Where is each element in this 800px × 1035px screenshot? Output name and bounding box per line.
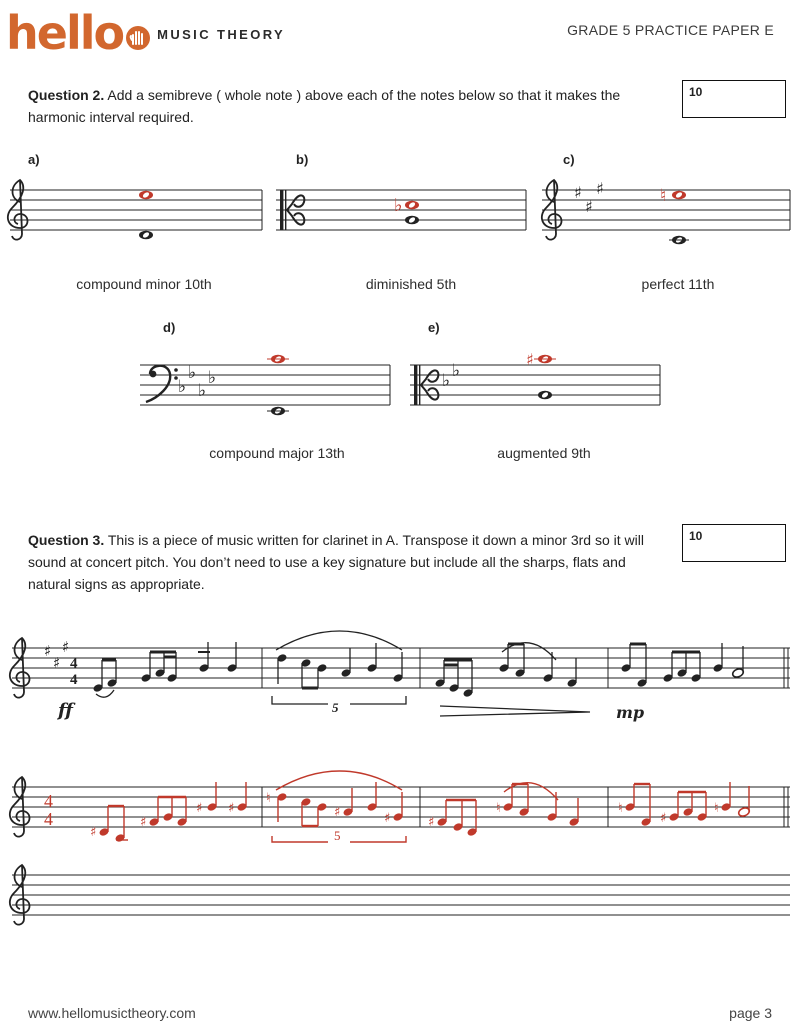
given-note-a bbox=[139, 231, 153, 240]
svg-text:♮: ♮ bbox=[266, 791, 271, 806]
time-signature-top: 4 bbox=[70, 656, 78, 672]
page-number: page 3 bbox=[729, 1005, 772, 1021]
sharp-icon: ♯ bbox=[53, 654, 61, 672]
item-a-label: a) bbox=[28, 152, 40, 167]
answer-note-c[interactable] bbox=[672, 191, 686, 200]
item-a-interval: compound minor 10th bbox=[76, 276, 212, 292]
staff-a bbox=[10, 190, 262, 230]
svg-text:♯: ♯ bbox=[384, 811, 391, 826]
tuplet-number: 5 bbox=[332, 700, 339, 715]
given-note-e bbox=[538, 391, 552, 400]
flat-icon: ♭ bbox=[442, 371, 451, 391]
answer-time-signature-top: 4 bbox=[44, 791, 53, 811]
item-e-interval: augmented 9th bbox=[497, 445, 591, 461]
svg-text:♮: ♮ bbox=[714, 801, 719, 816]
given-note-b bbox=[405, 216, 419, 225]
flat-icon: ♭ bbox=[198, 381, 207, 401]
item-c-interval: perfect 11th bbox=[641, 276, 715, 292]
staff-answer bbox=[12, 787, 790, 827]
natural-icon: ♮ bbox=[660, 186, 667, 206]
flat-icon: ♭ bbox=[208, 368, 217, 388]
sharp-icon: ♯ bbox=[585, 197, 593, 216]
dynamic-ff: ff bbox=[58, 700, 73, 721]
question-2-score: 10 bbox=[689, 85, 703, 99]
item-e-label: e) bbox=[428, 320, 440, 335]
sharp-icon: ♯ bbox=[596, 179, 604, 198]
flat-icon: ♭ bbox=[452, 361, 461, 381]
dynamic-mp: mp bbox=[616, 703, 645, 722]
question-3-score: 10 bbox=[689, 529, 703, 543]
question-3-body: This is a piece of music written for clarinet in A. Transpose it down a minor 3rd so it will sound at concert pitch. You don’t need to use a key signature but include all the sharps, flats and natural signs as appropriate. bbox=[28, 532, 644, 592]
brand-hello-text: hello bbox=[6, 6, 124, 60]
time-signature-bottom: 4 bbox=[70, 672, 78, 688]
original-notes bbox=[92, 631, 744, 716]
svg-text:♮: ♮ bbox=[618, 801, 623, 816]
flat-icon: ♭ bbox=[188, 363, 197, 383]
flat-icon: ♭ bbox=[178, 377, 187, 397]
item-d-label: d) bbox=[163, 320, 176, 335]
paper-label: GRADE 5 PRACTICE PAPER E bbox=[567, 22, 774, 38]
svg-text:♯: ♯ bbox=[196, 801, 203, 816]
svg-text:♯: ♯ bbox=[428, 815, 435, 830]
answer-note-a[interactable] bbox=[139, 191, 153, 200]
staff-empty[interactable] bbox=[12, 875, 790, 915]
svg-text:♯: ♯ bbox=[660, 811, 667, 826]
item-b-interval: diminished 5th bbox=[365, 276, 457, 292]
flat-icon: ♭ bbox=[394, 195, 403, 216]
svg-text:♯: ♯ bbox=[140, 815, 147, 830]
question-2-body: Add a semibreve ( whole note ) above each of the notes below so that it makes the harmonic interval required. bbox=[28, 87, 621, 125]
answer-tuplet-number: 5 bbox=[334, 828, 341, 843]
item-d-interval: compound major 13th bbox=[209, 445, 345, 461]
sharp-icon: ♯ bbox=[62, 638, 70, 656]
brand-music-theory-text: MUSIC THEORY bbox=[157, 27, 286, 42]
footer-url[interactable]: www.hellomusictheory.com bbox=[28, 1005, 196, 1021]
svg-text:♯: ♯ bbox=[334, 805, 341, 820]
sharp-icon: ♯ bbox=[574, 183, 582, 202]
sharp-icon: ♯ bbox=[44, 642, 52, 660]
bass-clef-icon bbox=[146, 366, 178, 402]
svg-text:♯: ♯ bbox=[228, 801, 235, 816]
svg-text:♮: ♮ bbox=[496, 801, 501, 816]
item-b-label: b) bbox=[296, 152, 309, 167]
answer-time-signature-bottom: 4 bbox=[44, 809, 53, 829]
answer-note-b[interactable] bbox=[405, 201, 419, 210]
item-c-label: c) bbox=[563, 152, 575, 167]
question-2-label: Question 2. bbox=[28, 87, 105, 103]
svg-text:♯: ♯ bbox=[90, 825, 97, 840]
sharp-icon: ♯ bbox=[526, 350, 534, 369]
question-3-label: Question 3. bbox=[28, 532, 105, 548]
staff-original bbox=[12, 648, 790, 688]
